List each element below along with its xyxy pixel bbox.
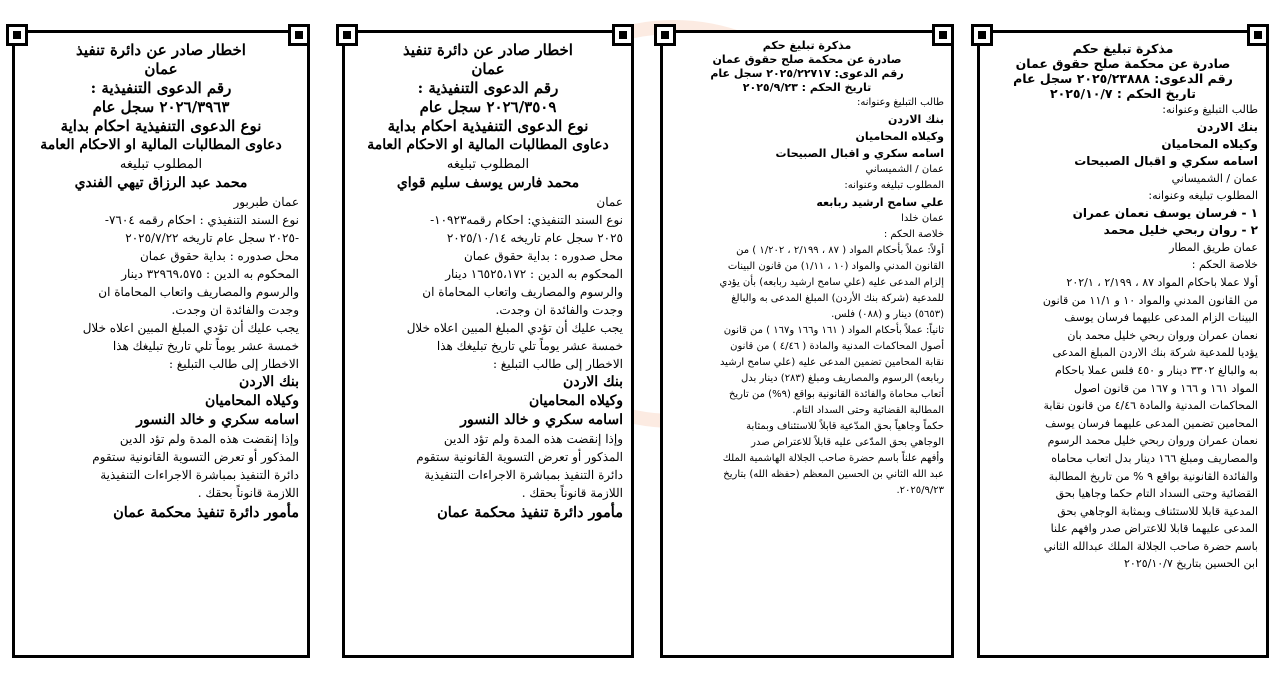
- party-label: المطلوب تبليغه وعنوانه:: [844, 180, 944, 191]
- case-label: رقم الدعوى التنفيذية :: [417, 79, 559, 97]
- warning-line: وإذا إنقضت هذه المدة ولم تؤد الدين: [119, 432, 299, 446]
- summary-label: خلاصة الحكم :: [883, 229, 944, 240]
- memo-court: صادرة عن محكمة صلح حقوق عمان: [712, 53, 902, 66]
- notice-title: اخطار صادر عن دائرة تنفيذ: [76, 41, 246, 59]
- debt-line: وجدت والفائدة ان وجدت.: [495, 303, 623, 317]
- memo-judgment-date: تاريخ الحكم : ٢٠٢٥/٩/٢٣: [742, 81, 872, 94]
- pay-line: يجب عليك أن تؤدي المبلغ المبين اعلاه خلال: [406, 321, 623, 335]
- memo-title: مذكرة تبليغ حكم: [1072, 41, 1174, 56]
- issued-at: محل صدوره : بداية حقوق عمان: [463, 249, 623, 263]
- party-name: علي سامح ارشيد ربابعه: [816, 196, 944, 209]
- body-line: أولاً: عملاً بأحكام المواد ( ٨٧ ، ٢/١٩٩ ، ١/٢٠٢ ) من: [736, 245, 944, 256]
- summary-label: خلاصة الحكم :: [1191, 258, 1258, 272]
- party-name: ٢ - روان ربحي خليل محمد: [1103, 222, 1258, 237]
- party-name: محمد عبد الرزاق تيهي الفندي: [74, 175, 248, 191]
- body-line: البينات الزام المدعى عليهما فرسان يوسف: [1064, 311, 1258, 325]
- corner-ornament: [654, 24, 676, 46]
- body-line: به والبالغ ٣٣٠٢ دينار و ٤٥٠ فلس عملا باحكام: [1054, 363, 1258, 377]
- body-line: أولا عملا باحكام المواد ٨٧ ، ٢/١٩٩ ، ٢٠٢/١: [1066, 275, 1258, 289]
- body-line: المطالبة القضائية وحتى السداد التام.: [792, 405, 944, 416]
- body-line: يؤديا للمدعية شركة بنك الاردن المبلغ المدعى: [1052, 346, 1258, 360]
- body-line: نعمان عمران وروان ربحي خليل محمد بان: [1067, 328, 1258, 342]
- notice-city: عمان: [471, 60, 505, 78]
- corner-ornament: [612, 24, 634, 46]
- party-address: عمان طريق المطار: [1169, 240, 1258, 254]
- corner-ornament: [6, 24, 28, 46]
- corner-ornament: [336, 24, 358, 46]
- requester-name: بنك الاردن: [887, 113, 944, 126]
- warning-line: اللازمة قانوناً بحقك .: [521, 486, 623, 500]
- corner-ornament: [1247, 24, 1269, 46]
- case-label: رقم الدعوى التنفيذية :: [90, 79, 232, 97]
- body-line: أتعاب محاماة والفائدة القانونية بواقع (٩%) من تاريخ: [728, 389, 944, 400]
- body-line: المحامين تضمين المدعى عليهما فرسان يوسف: [1045, 416, 1258, 430]
- body-line: وأفهم علناً باسم حضرة صاحب الجلالة الهاشمية الملك: [722, 453, 944, 464]
- memo-court: صادرة عن محكمة صلح حقوق عمان: [1015, 56, 1231, 71]
- party-name: محمد فارس يوسف سليم قواي: [396, 175, 580, 191]
- notice-city: عمان: [144, 60, 178, 78]
- pay-line: الاخطار إلى طالب التبليغ :: [168, 357, 299, 371]
- party-label: المطلوب تبليغه وعنوانه:: [1148, 189, 1258, 203]
- corner-ornament: [288, 24, 310, 46]
- requester-agents: وكيلاه المحاميان: [855, 130, 944, 143]
- memo-case-number: رقم الدعوى: ٢٠٢٥/٢٢٧١٧ سجل عام: [710, 67, 904, 80]
- requester-name: بنك الاردن: [563, 374, 623, 390]
- body-line: القانون المدني والمواد (١٠ ، ١/١١) من قانون البينات: [727, 261, 944, 272]
- requester-name: بنك الاردن: [239, 374, 299, 390]
- debt-line: المحكوم به الدين : ٣٢٩٦٩،٥٧٥ دينار: [121, 267, 299, 281]
- bond-line: -٢٠٢٥ سجل عام تاريخه ٢٠٢٥/٧/٢٢: [125, 231, 299, 245]
- party-name: ١ - فرسان يوسف نعمان عمران: [1072, 205, 1258, 220]
- requester-address: عمان / الشميساني: [865, 164, 944, 175]
- bond-line: نوع السند التنفيذي : احكام رقمه ٧٦٠٤-: [104, 213, 299, 227]
- case-type: نوع الدعوى التنفيذية احكام بداية: [60, 117, 262, 135]
- warning-line: دائرة التنفيذ بمباشرة الاجراءات التنفيذية: [424, 468, 623, 482]
- body-line: والفائدة القانونية بواقع ٩ % من تاريخ المطالبة: [1048, 469, 1258, 483]
- body-line: ربابعه) الرسوم والمصاريف ومبلغ (٢٨٣) دينار بدل: [741, 373, 944, 384]
- body-line: من القانون المدني والمواد ١٠ و ١١/١ من قانون: [1042, 293, 1258, 307]
- warning-line: اللازمة قانوناً بحقك .: [197, 486, 299, 500]
- pay-line: يجب عليك أن تؤدي المبلغ المبين اعلاه خلال: [82, 321, 299, 335]
- body-line: ابن الحسين بتاريخ ٢٠٢٥/١٠/٧: [1124, 557, 1258, 571]
- body-line: باسم حضرة صاحب الجلالة الملك عبدالله الثاني: [1043, 539, 1258, 553]
- pay-line: الاخطار إلى طالب التبليغ :: [492, 357, 623, 371]
- party-label: المطلوب تبليغه: [119, 157, 203, 172]
- requester-agents: وكيلاه المحاميان: [1161, 136, 1258, 151]
- body-line: نعمان عمران وروان ربحي خليل محمد الرسوم: [1047, 434, 1258, 448]
- requester-label: طالب التبليغ وعنوانه:: [1162, 103, 1258, 116]
- requester-lawyers: اسامه سكري و خالد النسور: [460, 412, 623, 428]
- requester-label: طالب التبليغ وعنوانه:: [856, 97, 944, 108]
- requester-lawyers: اسامه سكري و اقبال الصبيحات: [775, 147, 944, 160]
- body-line: القضائية وحتى السداد التام حكما وجاهيا بحق: [1055, 487, 1258, 501]
- debt-line: وجدت والفائدة ان وجدت.: [171, 303, 299, 317]
- body-line: نقابة المحامين تضمين المدعى عليه (علي سامح ارشيد: [719, 357, 944, 368]
- body-line: المدعية قابلا للاستئناف وبمثابة الوجاهي بحق: [1057, 504, 1258, 518]
- bond-line: ٢٠٢٥ سجل عام تاريخه ٢٠٢٥/١٠/١٤: [446, 231, 623, 245]
- body-line: والمصاريف ومبلغ ١٦٦ دينار بدل اتعاب محاماه: [1051, 451, 1258, 465]
- notice-execution-3509: [342, 30, 634, 658]
- party-label: المطلوب تبليغه: [446, 157, 530, 172]
- case-type-cont: دعاوى المطالبات المالية او الاحكام العامة: [40, 137, 282, 153]
- party-address: عمان طبربور: [233, 195, 299, 209]
- body-line: أصول المحاكمات المدنية والمادة ( ٤/٤٦ ) من قانون: [730, 341, 944, 352]
- warning-line: دائرة التنفيذ بمباشرة الاجراءات التنفيذية: [100, 468, 299, 482]
- requester-name: بنك الاردن: [1196, 119, 1258, 134]
- body-line: حكماً وجاهياً بحق المدّعية قابلاً للاستئناف وبمثابة: [746, 421, 944, 432]
- requester-lawyers: اسامه سكري و خالد النسور: [136, 412, 299, 428]
- warning-line: المذكور أو تعرض التسوية القانونية ستقوم: [416, 450, 623, 464]
- body-line: الوجاهي بحق المدّعى عليه قابلاً للاعتراض صدر: [751, 437, 944, 448]
- bond-line: نوع السند التنفيذي: احكام رقمه١٠٩٢٣-: [430, 213, 623, 227]
- body-line: المحاكمات المدنية والمادة ٤/٤٦ من قانون نقابة: [1043, 399, 1258, 413]
- signature: مأمور دائرة تنفيذ محكمة عمان: [113, 504, 299, 521]
- body-line: (٥٦٥٣) دينار و (٠٨٨) فلس.: [831, 309, 944, 320]
- memo-judgment-23888: [977, 30, 1269, 658]
- case-type-cont: دعاوى المطالبات المالية او الاحكام العامة: [367, 137, 609, 153]
- corner-ornament: [932, 24, 954, 46]
- notice-title: اخطار صادر عن دائرة تنفيذ: [403, 41, 573, 59]
- debt-line: المحكوم به الدين : ١٦٥٢٥،١٧٢ دينار: [445, 267, 623, 281]
- case-number: ٢٠٢٦/٣٥٠٩ سجل عام: [419, 98, 557, 116]
- body-line: المواد ١٦١ و ١٦٦ و ١٦٧ من قانون اصول: [1074, 381, 1258, 395]
- requester-agents: وكيلاه المحاميان: [204, 393, 299, 409]
- body-line: عبد الله الثاني بن الحسين المعظم (حفظه الله) بتاريخ: [723, 469, 944, 480]
- pay-line: خمسة عشر يوماً تلي تاريخ تبليغك هذا: [112, 339, 299, 353]
- requester-address: عمان / الشميساني: [1171, 171, 1258, 185]
- debt-line: والرسوم والمصاريف واتعاب المحاماة ان: [422, 285, 623, 299]
- memo-title: مذكرة تبليغ حكم: [762, 39, 852, 52]
- body-line: إلزام المدعى عليه (علي سامح ارشيد ربابعه) بأن يؤدي: [719, 277, 944, 288]
- pay-line: خمسة عشر يوماً تلي تاريخ تبليغك هذا: [436, 339, 623, 353]
- requester-agents: وكيلاه المحاميان: [528, 393, 623, 409]
- warning-line: المذكور أو تعرض التسوية القانونية ستقوم: [92, 450, 299, 464]
- memo-judgment-date: تاريخ الحكم : ٢٠٢٥/١٠/٧: [1050, 86, 1196, 101]
- memo-case-number: رقم الدعوى: ٢٠٢٥/٢٣٨٨٨ سجل عام: [1013, 71, 1233, 86]
- warning-line: وإذا إنقضت هذه المدة ولم تؤد الدين: [443, 432, 623, 446]
- party-address: عمان: [596, 195, 623, 209]
- issued-at: محل صدوره : بداية حقوق عمان: [139, 249, 299, 263]
- debt-line: والرسوم والمصاريف واتعاب المحاماة ان: [98, 285, 299, 299]
- case-type: نوع الدعوى التنفيذية احكام بداية: [387, 117, 589, 135]
- notice-execution-3963: [12, 30, 310, 658]
- party-address: عمان خلدا: [901, 213, 944, 224]
- body-line: ٢٠٢٥/٩/٢٣.: [896, 485, 944, 496]
- requester-lawyers: اسامه سكري و اقبال الصبيحات: [1074, 153, 1258, 168]
- signature: مأمور دائرة تنفيذ محكمة عمان: [437, 504, 623, 521]
- case-number: ٢٠٢٦/٣٩٦٣ سجل عام: [92, 98, 230, 116]
- body-line: المدعى عليهما قابلا للاعتراض صدر وافهم علنا: [1050, 522, 1258, 536]
- body-line: للمدعية (شركة بنك الأردن) المبلغ المدعى به والبالغ: [731, 293, 944, 304]
- body-line: ثانياً: عملاً بأحكام المواد ( ١٦١ و١٦٦ و١٦٧ ) من قانون: [723, 325, 944, 336]
- corner-ornament: [971, 24, 993, 46]
- memo-judgment-22717: [660, 30, 954, 658]
